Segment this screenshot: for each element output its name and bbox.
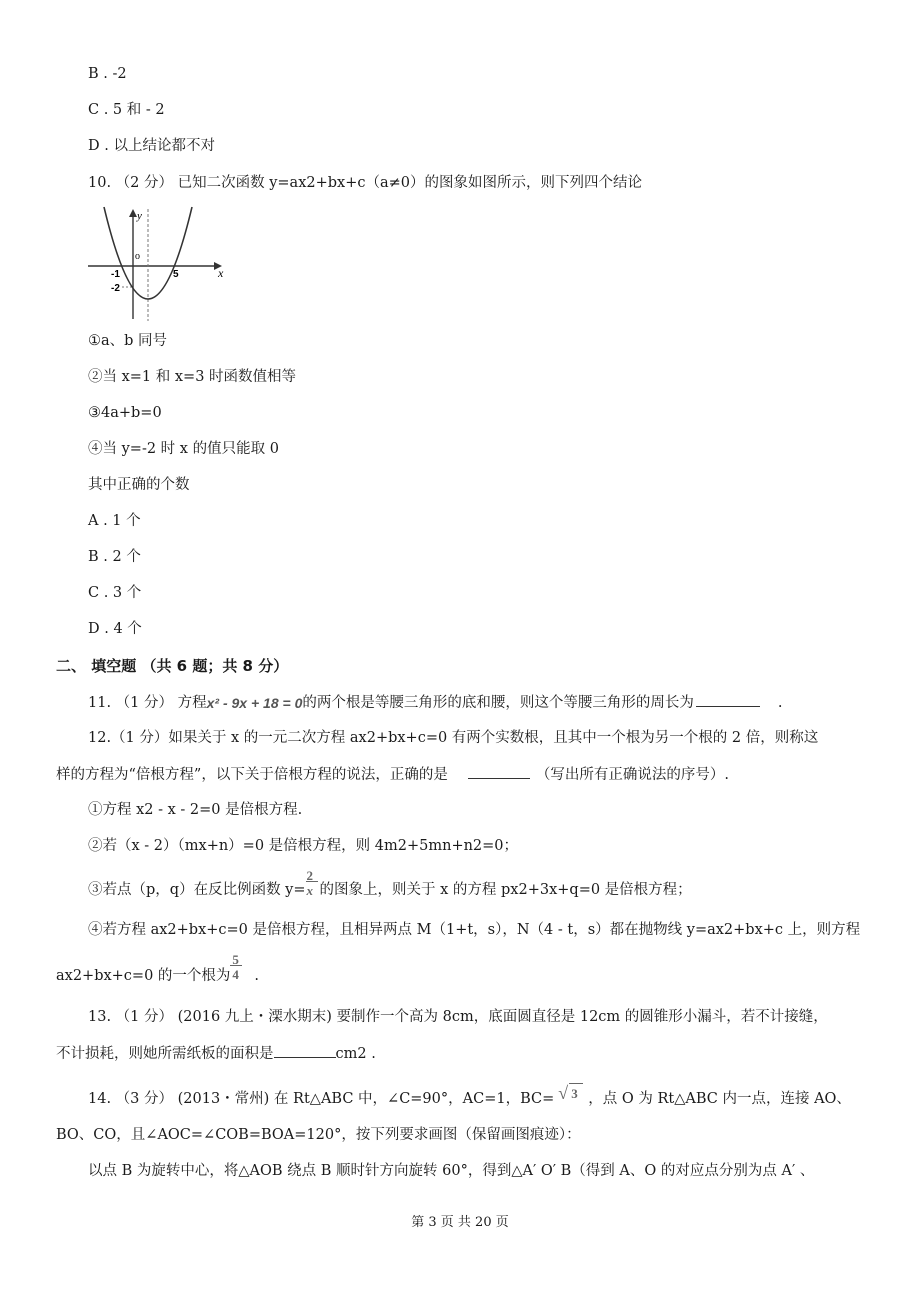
q14-line-1 [88,1083,851,1109]
q12-statement-4-prefix: ax2+bx+c=0 的一个根为 [56,968,231,984]
q10-option-a: A . 1 个 [88,513,141,529]
q13-line-1: 13. （1 分） (2016 九上・溧水期末) 要制作一个高为 8cm，底面圆直径是 12cm 的圆锥形小漏斗，若不计接缝， [88,1009,828,1025]
graph-label-y: y [137,210,142,222]
q12-statement-4-line-2 [56,952,260,986]
q10-ask: 其中正确的个数 [88,477,190,493]
fraction-5-over-4 [230,952,242,986]
sqrt-radicand: 3 [571,1086,578,1101]
q14-line-3: 以点 B 为旋转中心，将△AOB 绕点 B 顺时针方向旋转 60°，得到△A′ O′ B（得到 A、O 的对应点分别为点 A′ 、 [88,1163,815,1179]
q10-statement-1: ①a、b 同号 [88,333,168,349]
page-footer: 第 3 页 共 20 页 [411,1215,509,1230]
q12-line-2-suffix: （写出所有正确说法的序号）. [535,767,729,783]
q12-line-2 [56,764,729,785]
q12-statement-3-suffix: 的图象上，则关于 x 的方程 px2+3x+q=0 是倍根方程； [319,882,692,898]
q12-answer-blank[interactable] [468,764,530,779]
q12-statement-1: ①方程 x2 - x - 2=0 是倍根方程. [88,802,303,818]
q11-answer-blank[interactable] [696,692,760,707]
q13-line-2-prefix: 不计损耗，则她所需纸板的面积是 [56,1046,274,1062]
q10-statement-4: ④当 y=-2 时 x 的值只能取 0 [88,441,279,457]
graph-label-origin: o [135,251,140,262]
q12-statement-2: ②若（x - 2）（mx+n）=0 是倍根方程，则 4m2+5mn+n2=0； [88,838,519,854]
q13-line-2 [56,1043,376,1064]
q9-option-d: D . 以上结论都不对 [88,138,215,154]
q10-option-d: D . 4 个 [88,621,142,637]
q11-text: 的两个根是等腰三角形的底和腰，则这个等腰三角形的周长为 [302,695,694,711]
q12-line-1: 12.（1 分）如果关于 x 的一元二次方程 ax2+bx+c=0 有两个实数根，且其中一个根为另一个根的 2 倍，则称这 [88,730,819,746]
q9-option-b: B . -2 [88,66,127,82]
q13-answer-blank[interactable] [274,1043,336,1058]
q11-prefix: 11. （1 分） 方程 [88,695,207,711]
fraction-2-over-x [306,868,318,900]
q14-line-1-prefix: 14. （3 分） (2013・常州) 在 Rt△ABC 中，∠C=90°，AC=1，BC= [88,1091,555,1107]
sqrt-symbol-icon: √ [558,1083,569,1103]
q12-statement-3 [88,868,692,900]
sqrt-3 [558,1083,584,1109]
q12-line-2-prefix: 样的方程为“倍根方程”，以下关于倍根方程的说法，正确的是 [56,767,448,783]
q11-end: . [777,695,783,711]
q10-statement-2: ②当 x=1 和 x=3 时函数值相等 [88,369,297,385]
q14-line-2: BO、CO，且∠AOC=∠COB=BOA=120°，按下列要求画图（保留画图痕迹）： [56,1127,581,1143]
q13-line-2-suffix: cm2 . [335,1046,376,1062]
q12-statement-3-prefix: ③若点（p，q）在反比例函数 y= [88,882,306,898]
fraction-5-numerator: 5 [232,952,239,967]
q14-line-1-suffix: ，点 O 为 Rt△ABC 内一点，连接 AO、 [588,1091,851,1107]
q10-option-c: C . 3 个 [88,585,142,601]
fraction-5-denominator: 4 [232,967,239,982]
q10-option-b: B . 2 个 [88,549,141,565]
fraction-numerator: 2 [306,868,314,883]
parabola-graph [86,205,226,323]
graph-label-neg1: -1 [111,269,120,280]
graph-label-x: x [218,266,224,280]
q12-statement-4-end: . [254,968,260,984]
q12-statement-4-line-1: ④若方程 ax2+bx+c=0 是倍根方程，且相异两点 M（1+t，s），N（4 - t，s）都在抛物线 y=ax2+bx+c 上，则方程 [88,922,861,938]
graph-label-5: 5 [173,269,179,280]
q10-statement-3: ③4a+b=0 [88,405,162,421]
q11-line [88,692,782,713]
q10-stem: 10. （2 分） 已知二次函数 y=ax2+bx+c（a≠0）的图象如图所示，则下列四个结论 [88,175,643,191]
fraction-denominator: x [306,883,314,898]
section-2-heading: 二、 填空题 （共 6 题；共 8 分） [56,657,289,675]
q11-equation: x² - 9x + 18 = 0 [206,695,303,711]
q9-option-c: C . 5 和 - 2 [88,102,165,118]
graph-label-neg2: -2 [111,283,120,294]
